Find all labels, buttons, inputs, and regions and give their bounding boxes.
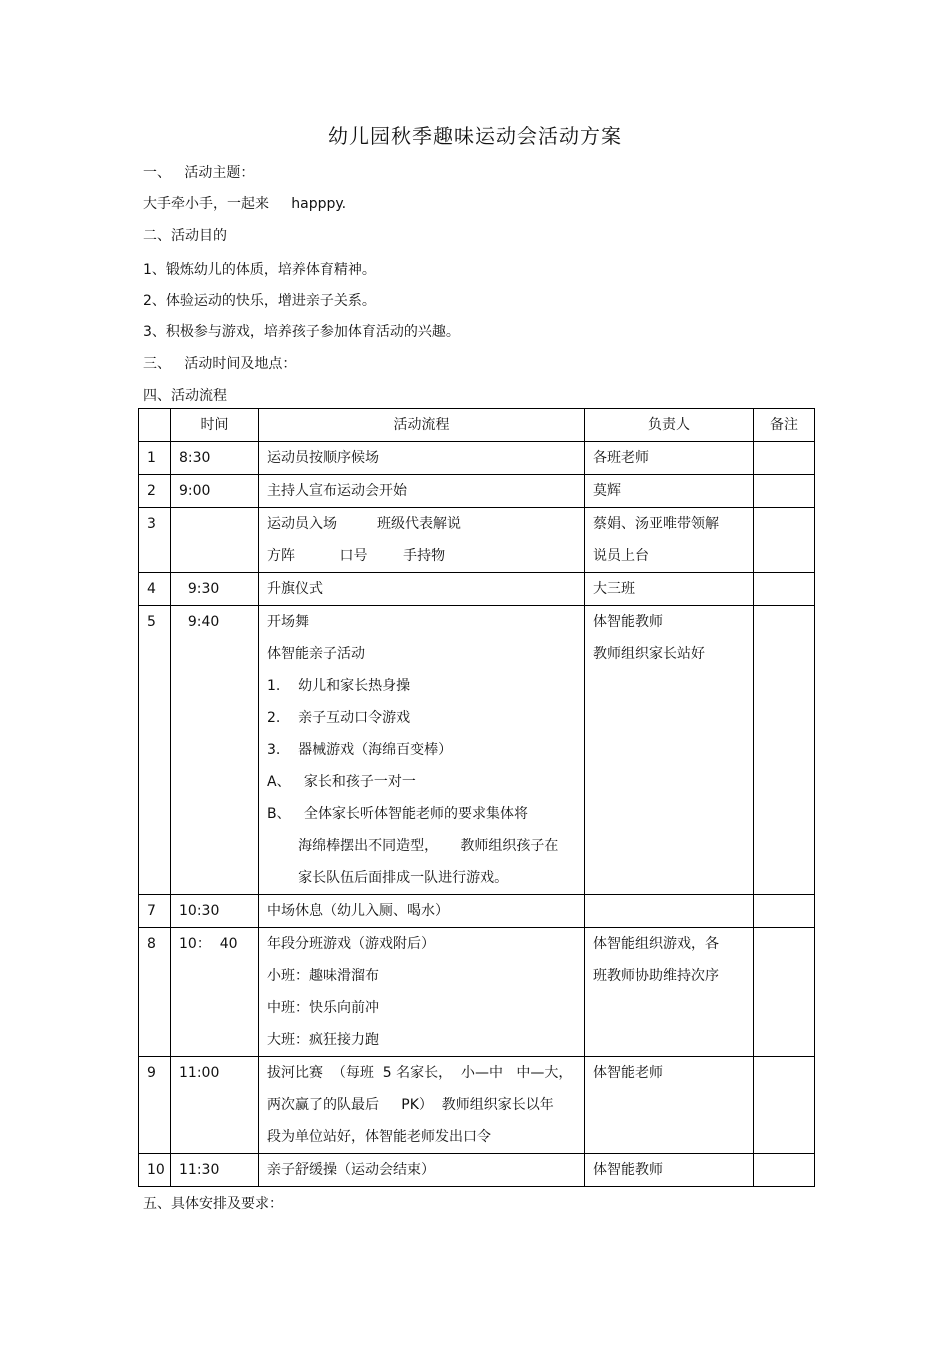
table-row — [139, 928, 815, 1057]
section-4-heading: 四、活动流程 — [143, 388, 227, 404]
row-number: 5 — [139, 606, 171, 895]
row-owner — [585, 475, 754, 508]
row-number: 9 — [139, 1057, 171, 1154]
flow-line: 海绵棒摆出不同造型， 教师组织孩子在 — [267, 838, 559, 854]
flow-line: 段为单位站好，体智能老师发出口令 — [267, 1129, 491, 1145]
row-number: 3 — [139, 508, 171, 573]
table-row — [139, 606, 815, 895]
owner-line: 体智能教师 — [593, 614, 663, 630]
flow-line: 中班：快乐向前冲 — [267, 1000, 379, 1016]
flow-line: B、 全体家长听体智能老师的要求集体将 — [267, 806, 528, 822]
flow-line: 运动员按顺序候场 — [267, 450, 379, 466]
row-note — [754, 573, 815, 606]
row-time: 8:30 — [171, 442, 259, 475]
row-flow — [259, 1154, 585, 1187]
flow-line: 开场舞 — [267, 614, 309, 630]
flow-line: 拔河比赛 （每班 5 名家长， 小—中 中—大， — [267, 1065, 573, 1081]
flow-line: 2. 亲子互动口令游戏 — [267, 710, 411, 726]
flow-line: 年段分班游戏（游戏附后） — [267, 936, 435, 952]
flow-line: 方阵 口号 手持物 — [267, 548, 446, 564]
owner-line: 说员上台 — [593, 548, 649, 564]
row-note — [754, 928, 815, 1057]
row-time: 11:30 — [171, 1154, 259, 1187]
owner-line: 教师组织家长站好 — [593, 646, 705, 662]
flow-line: 体智能亲子活动 — [267, 646, 365, 662]
row-flow — [259, 606, 585, 895]
row-time — [171, 508, 259, 573]
row-note — [754, 1154, 815, 1187]
row-note — [754, 475, 815, 508]
table-body — [139, 442, 815, 1187]
row-flow — [259, 475, 585, 508]
table-row — [139, 475, 815, 508]
header-flow: 活动流程 — [259, 409, 585, 442]
flow-line: 家长队伍后面排成一队进行游戏。 — [267, 870, 509, 886]
flow-line: 3. 器械游戏（海绵百变棒） — [267, 742, 453, 758]
header-no — [139, 409, 171, 442]
flow-line: 小班：趣味滑溜布 — [267, 968, 379, 984]
row-flow — [259, 573, 585, 606]
flow-line: 升旗仪式 — [267, 581, 323, 597]
goal-item-3: 3、积极参与游戏，培养孩子参加体育活动的兴趣。 — [143, 324, 460, 340]
flow-line: 两次赢了的队最后 PK） 教师组织家长以年 — [267, 1097, 554, 1113]
table-row — [139, 442, 815, 475]
flow-line: 主持人宣布运动会开始 — [267, 483, 407, 499]
row-owner — [585, 508, 754, 573]
table-row — [139, 1154, 815, 1187]
flow-line: 亲子舒缓操（运动会结束） — [267, 1162, 435, 1178]
section-5-heading: 五、具体安排及要求： — [143, 1196, 283, 1212]
page-title: 幼儿园秋季趣味运动会活动方案 — [328, 124, 622, 148]
row-flow — [259, 442, 585, 475]
section-3-heading: 三、 活动时间及地点： — [143, 356, 297, 372]
row-owner — [585, 1057, 754, 1154]
table-row — [139, 508, 815, 573]
table-row — [139, 895, 815, 928]
owner-line: 体智能教师 — [593, 1162, 663, 1178]
owner-line: 大三班 — [593, 581, 635, 597]
table-header-row — [139, 409, 815, 442]
row-owner — [585, 606, 754, 895]
owner-line: 体智能组织游戏，各 — [593, 936, 719, 952]
row-flow — [259, 928, 585, 1057]
section-1-heading: 一、 活动主题： — [143, 165, 255, 181]
row-flow — [259, 1057, 585, 1154]
row-owner — [585, 442, 754, 475]
section-2-heading: 二、活动目的 — [143, 228, 227, 244]
flow-line: 大班：疯狂接力跑 — [267, 1032, 379, 1048]
header-time: 时间 — [171, 409, 259, 442]
row-note — [754, 442, 815, 475]
row-number: 7 — [139, 895, 171, 928]
row-time: 10： 40 — [171, 928, 259, 1057]
owner-line: 蔡娟、汤亚唯带领解 — [593, 516, 719, 532]
row-number: 1 — [139, 442, 171, 475]
row-flow — [259, 895, 585, 928]
table-row — [139, 1057, 815, 1154]
row-owner — [585, 573, 754, 606]
row-number: 4 — [139, 573, 171, 606]
row-time: 9:40 — [171, 606, 259, 895]
flow-line: A、 家长和孩子一对一 — [267, 774, 416, 790]
row-time: 9:30 — [171, 573, 259, 606]
row-note — [754, 508, 815, 573]
row-note — [754, 606, 815, 895]
row-time: 11:00 — [171, 1057, 259, 1154]
section-1-body: 大手牵小手，一起来 happpy. — [143, 196, 347, 212]
flow-line: 中场休息（幼儿入厕、喝水） — [267, 903, 449, 919]
flow-line: 运动员入场 班级代表解说 — [267, 516, 462, 532]
goal-item-2: 2、体验运动的快乐，增进亲子关系。 — [143, 293, 376, 309]
row-time: 10:30 — [171, 895, 259, 928]
row-time: 9:00 — [171, 475, 259, 508]
owner-line: 班教师协助维持次序 — [593, 968, 719, 984]
row-owner — [585, 928, 754, 1057]
owner-line: 体智能老师 — [593, 1065, 663, 1081]
row-owner — [585, 1154, 754, 1187]
row-number: 8 — [139, 928, 171, 1057]
row-number: 2 — [139, 475, 171, 508]
row-flow — [259, 508, 585, 573]
row-number: 10 — [139, 1154, 171, 1187]
goal-item-1: 1、锻炼幼儿的体质，培养体育精神。 — [143, 262, 376, 278]
row-owner — [585, 895, 754, 928]
owner-line: 各班老师 — [593, 450, 649, 466]
row-note — [754, 1057, 815, 1154]
table-row — [139, 573, 815, 606]
header-owner: 负责人 — [585, 409, 754, 442]
row-note — [754, 895, 815, 928]
owner-line: 莫辉 — [593, 483, 621, 499]
header-note: 备注 — [754, 409, 815, 442]
schedule-table — [138, 408, 815, 1187]
flow-line: 1. 幼儿和家长热身操 — [267, 678, 411, 694]
